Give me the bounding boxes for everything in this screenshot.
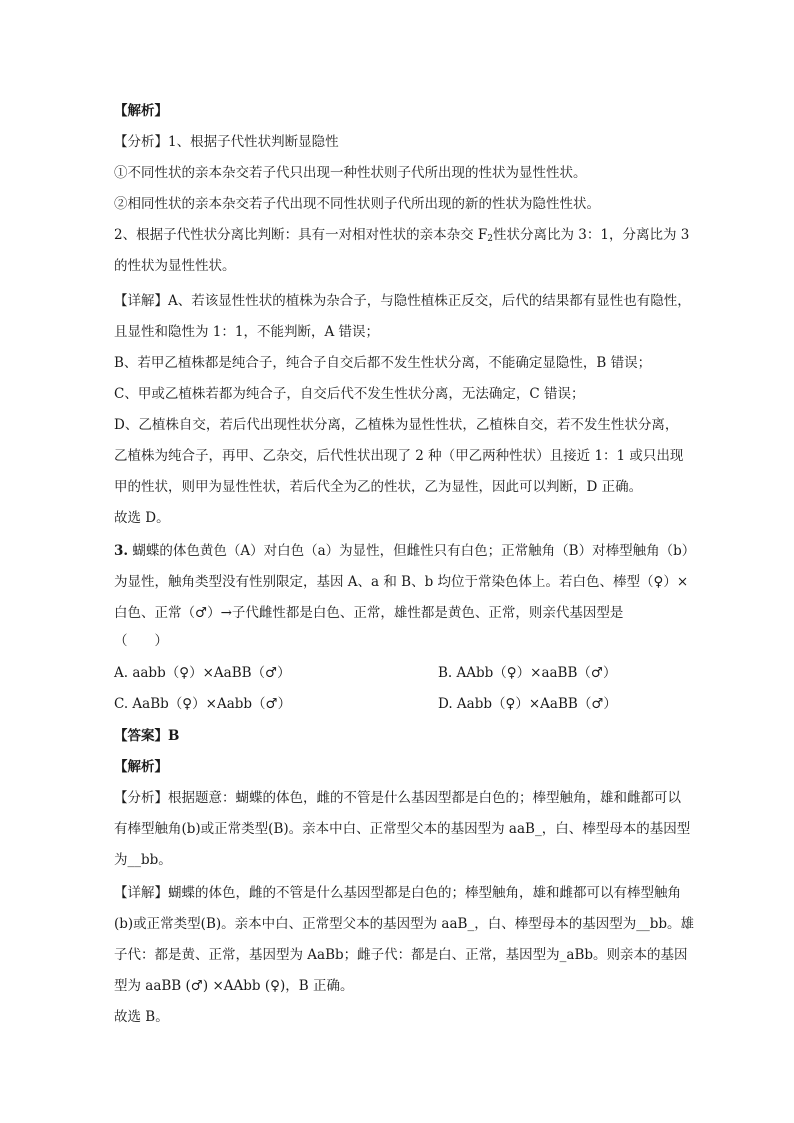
option-c: C. AaBb（♀）×Aabb（♂） <box>114 696 292 712</box>
analysis-point-1: ①不同性状的亲本杂交若子代只出现一种性状则子代所出现的性状为显性性状。 <box>114 165 587 181</box>
option-d: D. Aabb（♀）×AaBB（♂） <box>438 696 617 712</box>
detail-line: B、若甲乙植株都是纯合子，纯合子自交后都不发生性状分离，不能确定显隐性，B 错误； <box>114 355 652 371</box>
analysis-line: 【分析】根据题意：蝴蝶的体色，雌的不管是什么基因型都是白色的；棒型触角，雄和雌都可以 <box>114 790 681 806</box>
option-a: A. aabb（♀）×AaBB（♂） <box>114 665 291 681</box>
detail-line: 【详解】蝴蝶的体色，雌的不管是什么基因型都是白色的；棒型触角，雄和雌都可以有棒型触角 <box>114 885 681 901</box>
answer-choice: 故选 D。 <box>114 510 170 526</box>
question-stem-line: 为显性，触角类型没有性别限定，基因 A、a 和 B、b 均位于常染色体上。若白色、棒型（♀）× <box>114 574 689 590</box>
question-3-stem <box>114 541 710 561</box>
analysis-point-3 <box>114 225 710 249</box>
detail-line: (b)或正常类型(B)。亲本中白、正常型父本的基因型为 aaB_，白、棒型母本的基因型为__bb。雄 <box>114 916 694 932</box>
analysis-heading: 【解析】 <box>114 759 168 775</box>
option-b: B. AAbb（♀）×aaBB（♂） <box>438 665 617 681</box>
analysis-point-2: ②相同性状的亲本杂交若子代出现不同性状则子代所出现的新的性状为隐性性状。 <box>114 196 600 212</box>
analysis-heading: 【解析】 <box>114 103 168 119</box>
answer-blank: （ ） <box>114 633 168 649</box>
analysis-point-3-text: 2、根据子代性状分离比判断：具有一对相对性状的亲本杂交 F <box>114 227 488 243</box>
analysis-point-3-end: 的性状为显性性状。 <box>114 258 236 274</box>
detail-line: 甲的性状，则甲为显性性状，若后代全为乙的性状，乙为显性，因此可以判断，D 正确。 <box>114 479 643 495</box>
analysis-line: 【分析】1、根据子代性状判断显隐性 <box>114 134 339 150</box>
detail-line: 型为 aaBB (♂) ×AAbb (♀)，B 正确。 <box>114 978 354 994</box>
subscript: 2 <box>487 234 493 244</box>
question-stem-text: 蝴蝶的体色黄色（A）对白色（a）为显性，但雌性只有白色；正常触角（B）对棒型触角（b） <box>128 543 696 559</box>
question-number: 3. <box>114 543 129 559</box>
detail-line: 子代：都是黄、正常，基因型为 AaBb；雌子代：都是白、正常，基因型为_aBb。则亲本的基因 <box>114 947 688 963</box>
detail-line: D、乙植株自交，若后代出现性状分离，乙植株为显性性状，乙植株自交，若不发生性状分离， <box>114 417 679 433</box>
detail-line: 乙植株为纯合子，再甲、乙杂交，后代性状出现了 2 种（甲乙两种性状）且接近 1：1 或只出现 <box>114 448 684 464</box>
analysis-line: 为__bb。 <box>114 852 172 868</box>
detail-line: 且显性和隐性为 1：1，不能判断，A 错误； <box>114 324 380 340</box>
answer-choice: 故选 B。 <box>114 1009 169 1025</box>
analysis-line: 有棒型触角(b)或正常类型(B)。亲本中白、正常型父本的基因型为 aaB_，白、棒型母本的基因型 <box>114 821 691 837</box>
detail-line: 【详解】A、若该显性性状的植株为杂合子，与隐性植株正反交，后代的结果都有显性也有隐性， <box>114 293 691 309</box>
detail-line: C、甲或乙植株若都为纯合子，自交后代不发生性状分离，无法确定，C 错误； <box>114 386 585 402</box>
question-stem-line: 白色、正常（♂）→子代雌性都是白色、正常，雄性都是黄色、正常，则亲代基因型是 <box>114 605 624 621</box>
analysis-point-3-text-cont: 性状分离比为 3：1，分离比为 3 <box>492 227 690 243</box>
answer-label: 【答案】B <box>114 728 180 744</box>
